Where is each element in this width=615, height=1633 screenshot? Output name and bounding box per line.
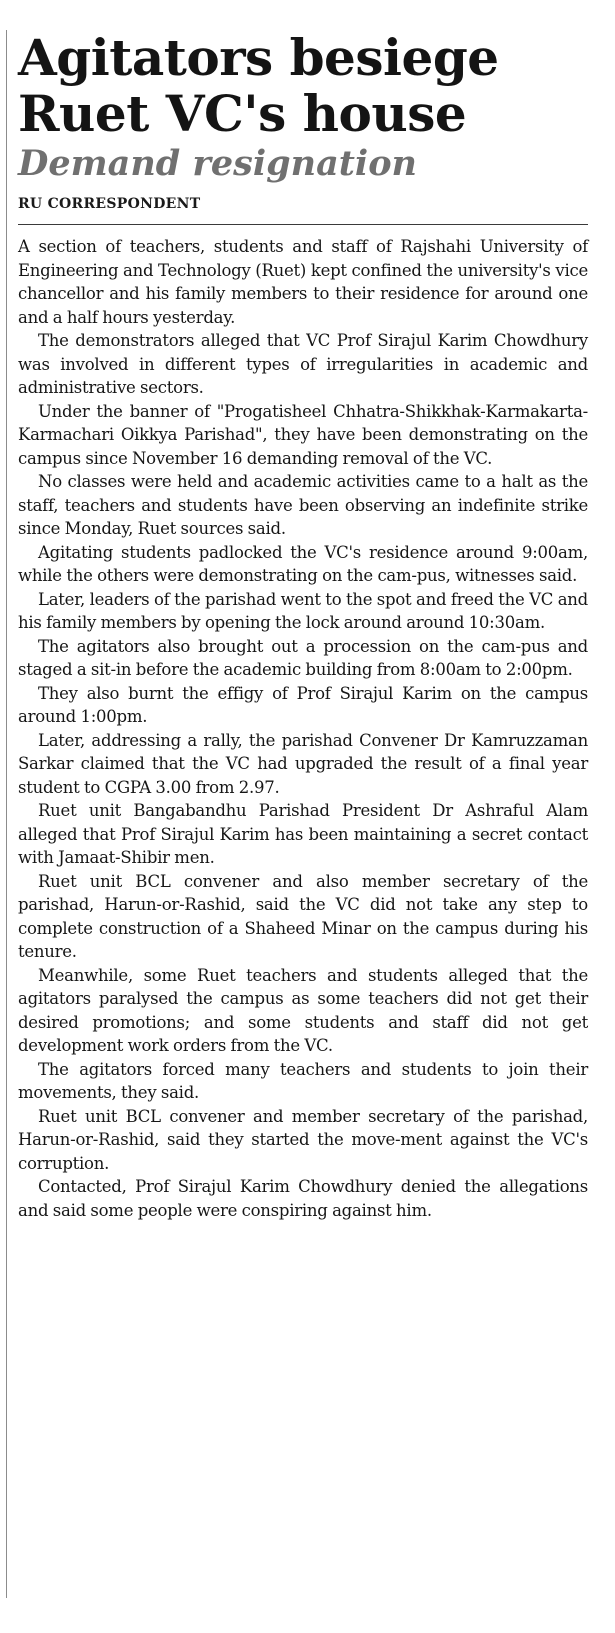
paragraph: Meanwhile, some Ruet teachers and students alleged that the agitators paralysed the campus as some teachers did not get their desired promotions; and some students and staff did not get development work orders from the VC. <box>18 965 588 1055</box>
headline-line-2: Ruet VC's house <box>18 84 467 143</box>
paragraph: Later, leaders of the parishad went to the spot and freed the VC and his family members by opening the lock around around 10:30am. <box>18 589 588 632</box>
column-rule <box>6 30 7 1598</box>
paragraph: The demonstrators alleged that VC Prof Sirajul Karim Chowdhury was involved in different types of irregularities in academic and administrative sectors. <box>18 331 588 397</box>
paragraph: They also burnt the effigy of Prof Sirajul Karim on the campus around 1:00pm. <box>18 683 588 726</box>
byline-divider <box>18 224 588 225</box>
paragraph: No classes were held and academic activities came to a halt as the staff, teachers and students have been observing an indefinite strike since Monday, Ruet sources said. <box>18 472 588 538</box>
byline: RU CORRESPONDENT <box>18 196 201 212</box>
headline <box>18 30 588 142</box>
paragraph: The agitators forced many teachers and students to join their movements, they said. <box>18 1059 588 1102</box>
paragraph: Ruet unit BCL convener and member secretary of the parishad, Harun-or-Rashid, said they started the move-ment against the VC's corruption. <box>18 1106 588 1173</box>
headline-line-1: Agitators besiege <box>18 28 499 87</box>
news-article <box>18 30 588 1222</box>
paragraph: Ruet unit Bangabandhu Parishad President Dr Ashraful Alam alleged that Prof Sirajul Karim has been maintaining a secret contact with Jamaat-Shibir men. <box>18 801 588 867</box>
paragraph: A section of teachers, students and staff of Rajshahi University of Engineering and Technology (Ruet) kept confined the university's vice chancellor and his family members to their residence for around one and a half hours yesterday. <box>18 237 588 327</box>
paragraph: Under the banner of "Progatisheel Chhatra-Shikkhak-Karmakarta-Karmachari Oikkya Parishad", they have been demonstrating on the campus since November 16 demanding removal of the VC. <box>18 401 588 468</box>
paragraph: Later, addressing a rally, the parishad Convener Dr Kamruzzaman Sarkar claimed that the VC had upgraded the result of a final year student to CGPA 3.00 from 2.97. <box>18 730 588 797</box>
paragraph: Contacted, Prof Sirajul Karim Chowdhury denied the allegations and said some people were conspiring against him. <box>18 1177 588 1220</box>
paragraph: The agitators also brought out a procession on the cam-pus and staged a sit-in before the academic building from 8:00am to 2:00pm. <box>18 636 588 679</box>
subheadline: Demand resignation <box>18 143 417 184</box>
paragraph: Ruet unit BCL convener and also member secretary of the parishad, Harun-or-Rashid, said the VC did not take any step to complete construction of a Shaheed Minar on the campus during his tenure. <box>18 871 588 961</box>
article-body <box>18 235 588 1222</box>
paragraph: Agitating students padlocked the VC's residence around 9:00am, while the others were demonstrating on the cam-pus, witnesses said. <box>18 542 588 585</box>
